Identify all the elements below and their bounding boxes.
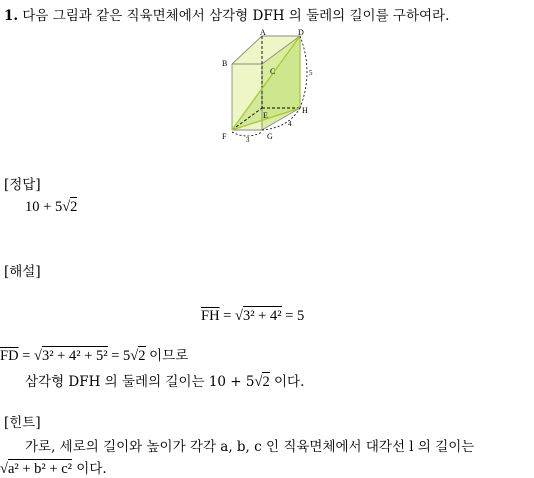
answer-coef: 5 [54, 199, 63, 215]
cuboid-figure [210, 28, 330, 148]
answer-radicand: 2 [70, 199, 78, 215]
vertex-h-label: H [302, 106, 308, 115]
equation-fh [201, 308, 304, 325]
answer-plus: + [43, 199, 52, 215]
eq1-rhs: = 5 [285, 308, 305, 324]
hint-line1: 가로, 세로의 길이와 높이가 각각 a, b, c 인 직육면체에서 대각선 l 의 길이는 [25, 439, 475, 455]
conclusion-suffix: 이다. [274, 374, 305, 390]
vertex-f-label: F [222, 132, 227, 141]
problem-text: 다음 그림과 같은 직육면체에서 삼각형 DFH 의 둘레의 길이를 구하여라. [22, 8, 450, 24]
dim-gh-label: 4 [288, 120, 292, 128]
sqrt-sign: √ [234, 308, 243, 324]
hint-radicand: a² + b² + c² [7, 461, 72, 477]
eq2-radicand: 3² + 4² + 5² [41, 348, 108, 364]
answer-heading: [정답] [4, 177, 41, 193]
equation-fd [0, 344, 188, 365]
sqrt-sign: √ [0, 461, 8, 477]
eq1-equals: = [223, 308, 232, 324]
problem-number: 1. [4, 8, 19, 24]
dim-dh-label: 5 [309, 69, 313, 77]
answer-int: 10 [25, 199, 40, 215]
answer-value [25, 199, 77, 216]
eq2-suffix: 이므로 [149, 348, 189, 364]
hint-heading: [힌트] [4, 415, 41, 431]
eq2-mid: = 5 [111, 348, 131, 364]
hint-suffix: 이다. [76, 461, 107, 477]
problem-statement [4, 4, 449, 24]
hint-line2 [0, 457, 107, 478]
vertex-e-label: E [263, 111, 268, 120]
sqrt-sign: √ [33, 348, 42, 364]
solution-conclusion [25, 370, 304, 391]
eq2-radval: 2 [138, 348, 146, 364]
vertex-d-label: D [298, 28, 304, 37]
sqrt-sign: √ [62, 199, 71, 215]
eq1-radicand: 3² + 4² [242, 308, 282, 324]
vertex-a-label: A [260, 28, 266, 37]
eq2-equals: = [22, 348, 31, 364]
eq2-lhs: $\overline{FD}$ [0, 348, 19, 364]
conclusion-radicand: 2 [262, 374, 270, 390]
conclusion-prefix: 삼각형 DFH 의 둘레의 길이는 10 + 5 [25, 374, 255, 390]
vertex-g-label: G [267, 132, 273, 141]
vertex-c-label: C [270, 67, 276, 76]
dim-fg-label: 3 [246, 136, 250, 144]
solution-heading: [해설] [4, 264, 41, 280]
eq1-lhs: $\overline{FH}$ [201, 308, 220, 324]
sqrt-sign: √ [130, 348, 139, 364]
sqrt-sign: √ [254, 374, 263, 390]
vertex-b-label: B [222, 59, 228, 68]
